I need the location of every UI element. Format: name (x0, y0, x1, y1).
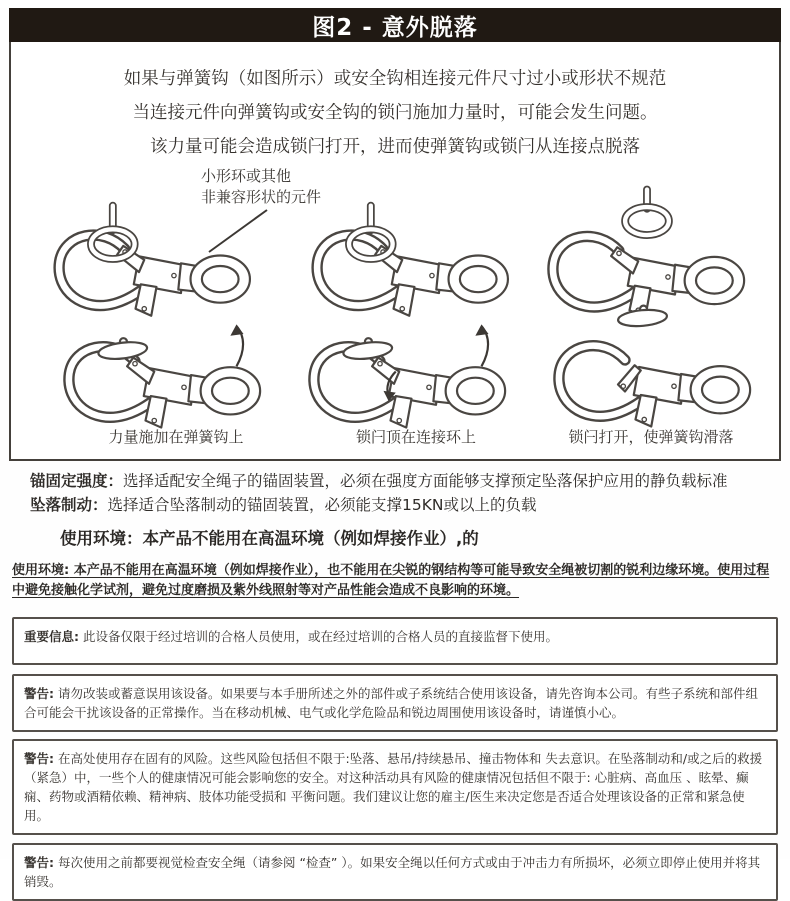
caption-row (11, 426, 779, 448)
intro-line-3: 该力量可能会造成锁闩打开，进而使弹簧钩或锁闩从连接点脱落 (150, 137, 640, 157)
snap-hook-illustration-3 (535, 184, 745, 321)
environment-note-label: 使用环境: (12, 563, 70, 578)
intro-line-1: 如果与弹簧钩（如图所示）或安全钩相连接元件尺寸过小或形状不规范 (123, 69, 667, 89)
spec-lines (30, 469, 776, 517)
intro-line-2: 当连接元件向弹簧钩或安全钩的锁闩施加力量时，可能会发生问题。 (132, 103, 658, 123)
warning-box-modification (12, 674, 778, 732)
figure-title: 图2 - 意外脱落 (312, 14, 478, 41)
snap-hook-illustration-5 (296, 312, 506, 432)
warning-label-3: 警告: (24, 855, 54, 870)
snap-hook-illustration-2 (299, 190, 509, 321)
warning-box-inspection (12, 843, 778, 901)
fall-arrest-line (30, 493, 776, 517)
figure-title-bar (9, 8, 781, 42)
illustration-area (11, 164, 779, 457)
caption-force-applied: 力量施加在弹簧钩上 (108, 428, 244, 446)
fall-arrest-text: 选择适合坠落制动的锚固装置，必须能支撑15KN或以上的负载 (107, 496, 537, 514)
annotation-line-1: 小形环或其他 (201, 167, 292, 185)
warning-text-1: 请勿改装或蓄意误用该设备。如果要与本手册所述之外的部件或子系统结合使用该设备，请先咨询本公司。有些子系统和部件组合可能会干扰该设备的正常操作。当在移动机械、电气或化学危险品和锐边周围使用该设备时，请谨慎小心。 (24, 686, 758, 720)
important-info-label: 重要信息: (24, 629, 79, 644)
warning-box-health-risks (12, 739, 778, 835)
environment-note-text: 本产品不能用在高温环境（例如焊接作业），也不能用在尖锐的钢结构等可能导致安全绳被切割的锐利边缘环境。使用过程中避免接触化学试剂，避免过度磨损及紫外线照射等对产品性能会造成不良影响的环境。 (12, 563, 770, 598)
fall-arrest-label: 坠落制动： (30, 496, 108, 514)
environment-note (12, 561, 778, 600)
important-info-text: 此设备仅限于经过培训的合格人员使用，或在经过培训的合格人员的直接监督下使用。 (79, 629, 558, 644)
intro-paragraph (11, 42, 779, 164)
figure-box (9, 42, 781, 461)
anchor-strength-text: 选择适配安全绳子的锚固装置，必须在强度方面能够支撑预定坠落保护应用的静负载标准 (123, 472, 728, 490)
warning-text-3: 每次使用之前都要视觉检查安全绳（请参阅 “检查” ）。如果安全绳以任何方式或由于冲击力有所损坏，必须立即停止使用并将其 销毁。 (24, 855, 761, 889)
important-info-box (12, 617, 778, 665)
snap-hook-illustration-6 (541, 304, 751, 430)
snap-hook-illustration-1 (41, 190, 251, 321)
anchor-strength-line (30, 469, 776, 493)
instruction-sheet (0, 8, 790, 889)
anchor-strength-label: 锚固定强度： (30, 472, 124, 490)
caption-gate-open: 锁闩打开，使弹簧钩滑落 (568, 428, 734, 446)
warning-label-1: 警告: (24, 686, 54, 701)
annotation-line-2: 非兼容形状的元件 (201, 188, 322, 206)
warning-label-2: 警告: (24, 751, 54, 766)
caption-gate-pressed: 锁闩顶在连接环上 (355, 428, 477, 446)
snap-hook-illustration-4 (51, 312, 261, 432)
environment-heading: 使用环境：本产品不能用在高温环境（例如焊接作业）,的 (60, 529, 479, 548)
warning-text-2: 在高处使用存在固有的风险。这些风险包括但不限于:坠落、悬吊/持续悬吊、撞击物体和 失去意识。在坠落制动和/或之后的救援（紧急）中，一些个人的健康情况可能会影响您的安全。对这种活动具有风险的健康情况包括但不限于: 心脏病、高血压 、眩晕、癫痫、药物或酒精依赖、精神病、肢体功能受损和 平衡问题。我们建议让您的雇主/医生来决定您是否适合处理该设备的正常和紧急使用。 (24, 751, 763, 823)
